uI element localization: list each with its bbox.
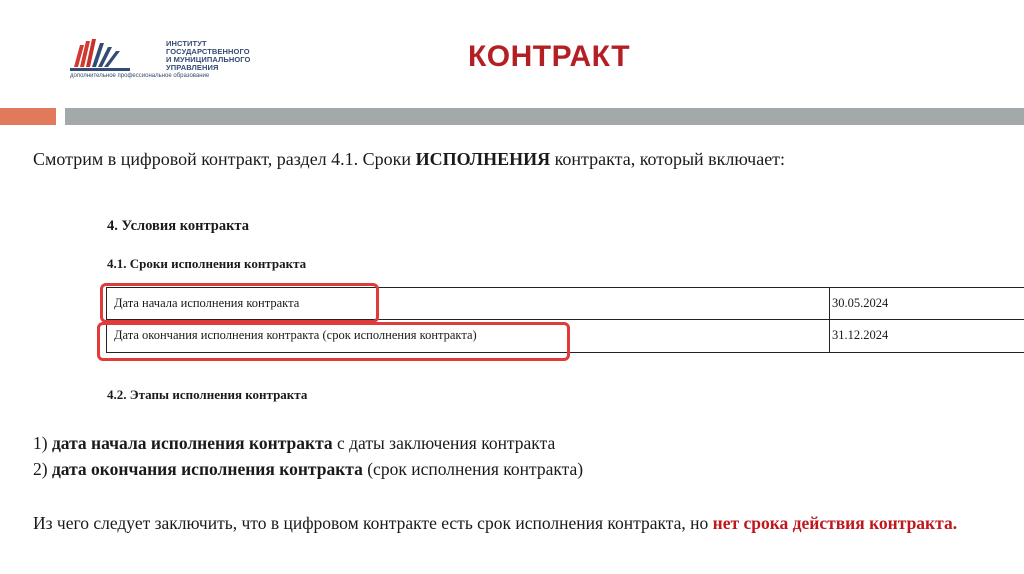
list-item: 1) дата начала исполнения контракта с даты заключения контракта xyxy=(33,433,556,453)
end-date-label: Дата окончания исполнения контракта (срок исполнения контракта) xyxy=(114,328,477,342)
contract-next-subsection: 4.2. Этапы исполнения контракта xyxy=(107,387,308,402)
end-date-highlight xyxy=(97,322,570,361)
header-accent-bar xyxy=(0,108,56,125)
conclusion-text: Из чего следует заключить, что в цифровом контракте есть срок исполнения контракта, но нет срока действия контракта. xyxy=(33,513,958,533)
institute-logo xyxy=(70,33,300,81)
conclusion-highlight: нет срока действия контракта. xyxy=(712,513,958,533)
books-logo-icon xyxy=(70,37,132,73)
intro-text: Смотрим в цифровой контракт, раздел 4.1. Сроки ИСПОЛНЕНИЯ контракта, который включает: xyxy=(33,149,786,169)
start-date-value: 30.05.2024 xyxy=(832,296,889,310)
start-date-highlight xyxy=(100,283,379,323)
page-title: КОНТРАКТ xyxy=(468,40,631,73)
header-divider-bar xyxy=(65,108,1024,125)
start-date-label: Дата начала исполнения контракта xyxy=(114,296,300,310)
contract-subsection-title: 4.1. Сроки исполнения контракта xyxy=(107,256,307,271)
table-column-divider xyxy=(829,288,830,352)
end-date-value: 31.12.2024 xyxy=(832,328,889,342)
contract-section-title: 4. Условия контракта xyxy=(107,218,249,234)
list-item: 2) дата окончания исполнения контракта (срок исполнения контракта) xyxy=(33,459,584,479)
logo-subtitle: дополнительное профессиональное образование xyxy=(70,73,210,79)
logo-text: ИНСТИТУТ ГОСУДАРСТВЕННОГО И МУНИЦИПАЛЬНОГО УПРАВЛЕНИЯ xyxy=(166,39,251,72)
